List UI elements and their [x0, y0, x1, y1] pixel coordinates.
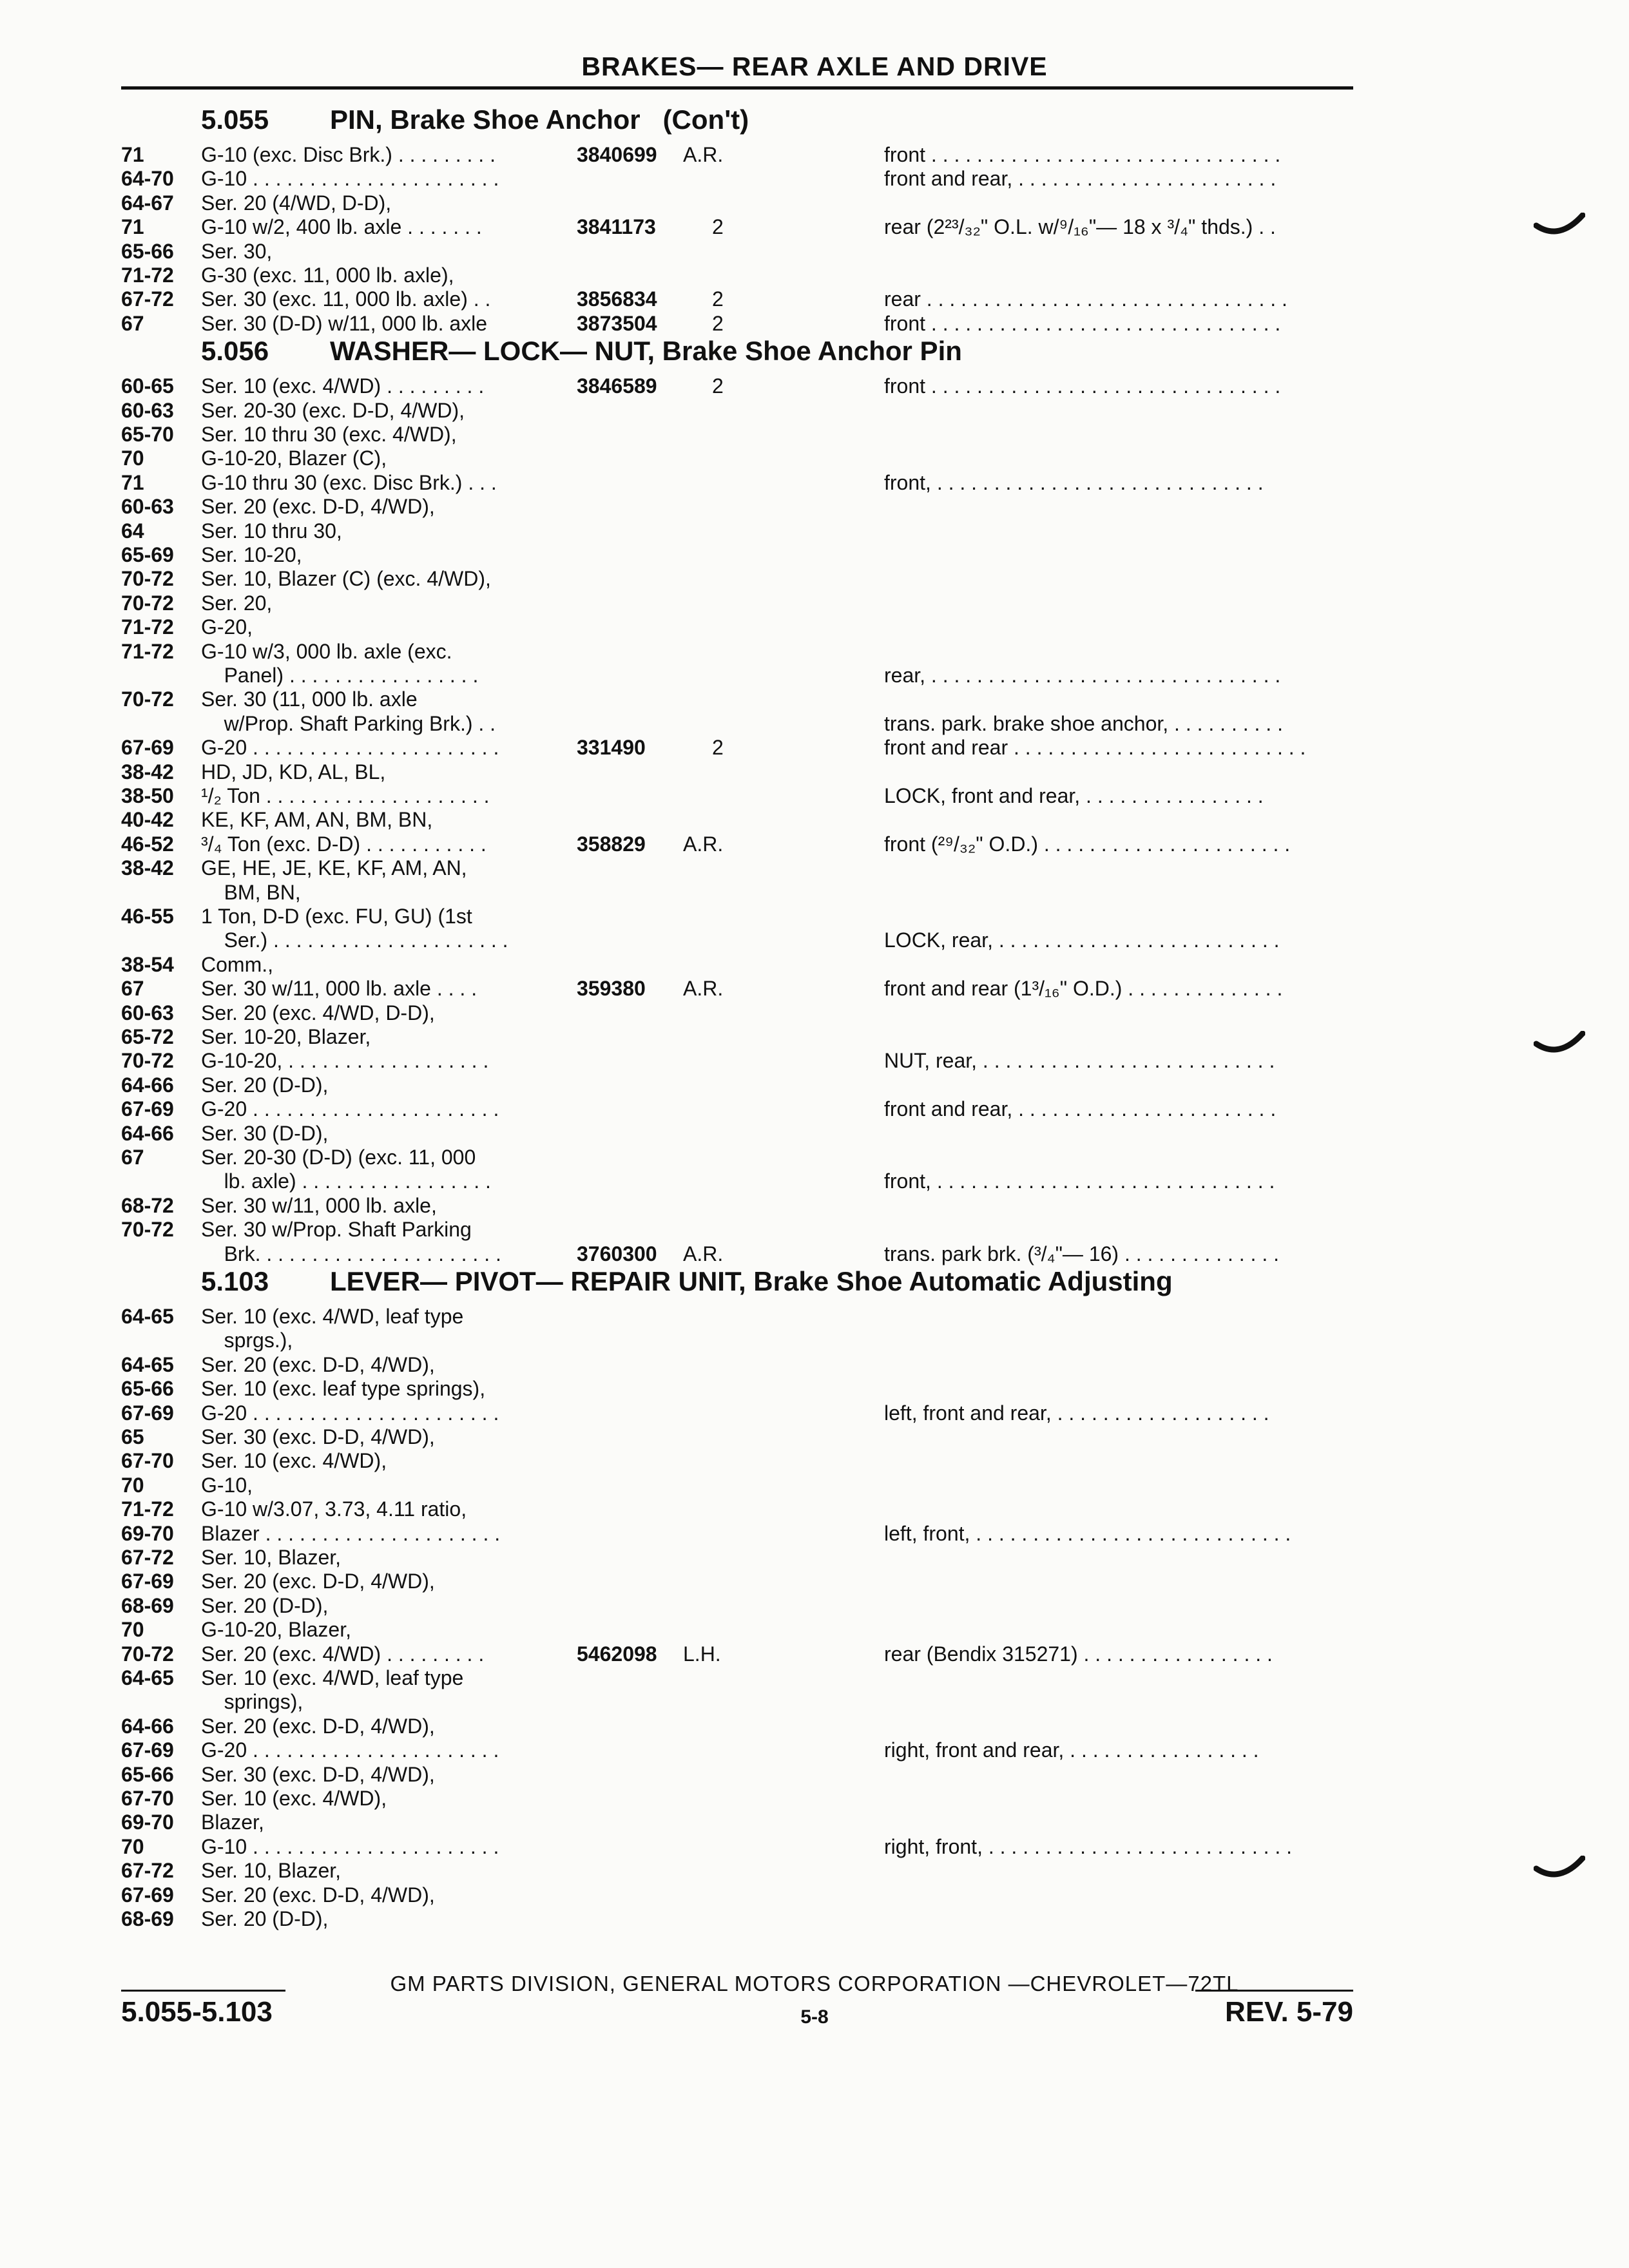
footer-revision: REV. 5-79 [1225, 1996, 1353, 2028]
list-item [0, 1883, 1629, 1907]
list-item [0, 591, 1629, 615]
model-application: Ser. 30, [201, 239, 273, 263]
model-year: 65-66 [121, 1762, 174, 1786]
model-application: Ser. 30 (exc. D-D, 4/WD), [201, 1425, 435, 1448]
part-description: front, . . . . . . . . . . . . . . . . . . . . . . . . . . . . . [884, 470, 1264, 494]
list-item [0, 1474, 1629, 1497]
binder-mark-icon [1534, 1031, 1585, 1063]
model-year: 68-72 [121, 1193, 174, 1217]
model-year: 67-72 [121, 1859, 174, 1883]
model-application: Ser. 10 (exc. 4/WD), [201, 1449, 387, 1473]
list-item [0, 1907, 1629, 1931]
list-item [0, 928, 1629, 952]
model-year: 64-65 [121, 1305, 174, 1328]
list-item [0, 1522, 1629, 1546]
part-description: front (²⁹/₃₂" O.D.) . . . . . . . . . . . . . . . . . . . . . . [884, 832, 1291, 856]
list-item [0, 664, 1629, 687]
list-item [0, 1001, 1629, 1025]
model-application: BM, BN, [201, 880, 301, 904]
model-application: Ser. 20, [201, 591, 273, 615]
list-item [0, 423, 1629, 447]
model-application: Ser. 20 (exc. D-D, 4/WD), [201, 1883, 435, 1907]
footer-section-range: 5.055-5.103 [121, 1996, 273, 2028]
model-application: ¹/₂ Ton . . . . . . . . . . . . . . . . . . . . [201, 784, 490, 807]
list-item [0, 1859, 1629, 1883]
list-item [0, 1146, 1629, 1169]
model-year: 38-50 [121, 784, 174, 807]
model-year: 65-66 [121, 239, 174, 263]
model-year: 67-70 [121, 1449, 174, 1473]
model-application: G-20 . . . . . . . . . . . . . . . . . . . . . . [201, 1097, 499, 1121]
model-year: 67-72 [121, 287, 174, 311]
model-application: Ser. 30 w/11, 000 lb. axle . . . . [201, 977, 477, 1001]
model-application: G-20 . . . . . . . . . . . . . . . . . . . . . . [201, 1401, 499, 1425]
part-number: 5462098 [577, 1642, 657, 1666]
part-number: 3856834 [577, 287, 657, 311]
list-item [0, 1073, 1629, 1097]
part-description: trans. park. brake shoe anchor, . . . . . . . . . . [884, 711, 1283, 735]
model-year: 65-66 [121, 1377, 174, 1401]
list-item [0, 1763, 1629, 1787]
model-application: Ser. 10-20, Blazer, [201, 1025, 371, 1048]
part-description: NUT, rear, . . . . . . . . . . . . . . . . . . . . . . . . . . [884, 1049, 1275, 1073]
list-item [0, 1642, 1629, 1666]
model-application: Panel) . . . . . . . . . . . . . . . . . [201, 664, 479, 687]
model-year: 46-52 [121, 832, 174, 856]
model-application: Ser. 20 (exc. D-D, 4/WD), [201, 1352, 435, 1376]
list-item [0, 905, 1629, 928]
model-year: 64 [121, 519, 144, 543]
list-item [0, 287, 1629, 311]
model-application: Ser. 20 (D-D), [201, 1907, 329, 1930]
model-application: G-20, [201, 615, 253, 639]
quantity: 2 [712, 215, 724, 239]
list-item [0, 687, 1629, 711]
list-item [0, 1835, 1629, 1859]
model-year: 67-69 [121, 736, 174, 760]
model-application: KE, KF, AM, AN, BM, BN, [201, 808, 433, 832]
list-item [0, 519, 1629, 543]
quantity: 2 [712, 311, 724, 335]
model-year: 71 [121, 470, 144, 494]
part-description: front and rear (1³/₁₆" O.D.) . . . . . . . . . . . . . . [884, 977, 1283, 1001]
quantity: 2 [712, 287, 724, 311]
model-year: 70-72 [121, 1642, 174, 1666]
model-year: 67-72 [121, 1546, 174, 1569]
model-application: HD, JD, KD, AL, BL, [201, 760, 386, 783]
model-application: Ser. 10 (exc. 4/WD, leaf type [201, 1305, 464, 1328]
list-item [0, 1497, 1629, 1521]
model-application: G-10-20, Blazer (C), [201, 447, 387, 470]
model-application: Ser. 10-20, [201, 543, 302, 566]
model-year: 71 [121, 143, 144, 166]
model-year: 65 [121, 1425, 144, 1448]
model-year: 67-69 [121, 1570, 174, 1593]
list-item [0, 881, 1629, 905]
model-year: 67-69 [121, 1401, 174, 1425]
model-year: 70-72 [121, 1049, 174, 1073]
model-application: 1 Ton, D-D (exc. FU, GU) (1st [201, 905, 472, 928]
model-year: 69-70 [121, 1521, 174, 1545]
section-title: PIN, Brake Shoe Anchor (Con't) [330, 104, 749, 135]
model-application: Ser. 20 (exc. 4/WD) . . . . . . . . . [201, 1642, 485, 1666]
list-item [0, 167, 1629, 191]
model-application: G-10 . . . . . . . . . . . . . . . . . . . . . . [201, 167, 499, 191]
model-application: Comm., [201, 952, 273, 976]
model-application: Brk. . . . . . . . . . . . . . . . . . . . . . [201, 1242, 501, 1265]
list-item [0, 1377, 1629, 1401]
model-year: 70-72 [121, 1218, 174, 1242]
part-number: 3840699 [577, 143, 657, 166]
list-item [0, 615, 1629, 639]
model-year: 70-72 [121, 687, 174, 711]
model-year: 64-66 [121, 1073, 174, 1097]
model-year: 65-70 [121, 423, 174, 446]
list-item [0, 1049, 1629, 1073]
quantity: L.H. [683, 1642, 721, 1666]
model-year: 60-63 [121, 1001, 174, 1024]
list-item [0, 1194, 1629, 1218]
model-application: Ser. 20 (exc. D-D, 4/WD), [201, 1714, 435, 1738]
model-year: 70-72 [121, 567, 174, 591]
section-title: WASHER— LOCK— NUT, Brake Shoe Anchor Pin [330, 336, 962, 367]
quantity: 2 [712, 736, 724, 760]
part-description: front . . . . . . . . . . . . . . . . . . . . . . . . . . . . . . . [884, 374, 1281, 398]
model-year: 71-72 [121, 639, 174, 663]
list-item [0, 1666, 1629, 1690]
binder-mark-icon [1534, 1856, 1585, 1888]
list-item [0, 543, 1629, 567]
list-item [0, 712, 1629, 736]
list-item [0, 399, 1629, 423]
model-application: Ser. 30 (exc. D-D, 4/WD), [201, 1762, 435, 1786]
model-application: Ser.) . . . . . . . . . . . . . . . . . . . . . [201, 928, 508, 952]
list-item [0, 1811, 1629, 1834]
part-description: LOCK, front and rear, . . . . . . . . . . . . . . . . [884, 784, 1264, 807]
model-application: Ser. 20-30 (D-D) (exc. 11, 000 [201, 1146, 476, 1169]
model-application: Ser. 10 thru 30, [201, 519, 342, 543]
list-item [0, 1329, 1629, 1352]
footer-page-number: 5-8 [800, 2006, 829, 2028]
model-application: G-10 (exc. Disc Brk.) . . . . . . . . . [201, 143, 496, 166]
footer-publisher: GM PARTS DIVISION, GENERAL MOTORS CORPORATION —CHEVROLET—72TL [390, 1972, 1239, 1995]
list-item [0, 1787, 1629, 1811]
part-description: LOCK, rear, . . . . . . . . . . . . . . . . . . . . . . . . . [884, 928, 1280, 952]
model-application: GE, HE, JE, KE, KF, AM, AN, [201, 856, 467, 880]
model-year: 70 [121, 1834, 144, 1858]
model-application: Ser. 20 (exc. 4/WD, D-D), [201, 1001, 435, 1024]
model-application: Ser. 30 w/Prop. Shaft Parking [201, 1218, 472, 1242]
list-item [0, 832, 1629, 856]
model-application: w/Prop. Shaft Parking Brk.) . . [201, 711, 496, 735]
model-year: 65-72 [121, 1025, 174, 1048]
part-number: 3760300 [577, 1242, 657, 1265]
model-application: Ser. 20-30 (exc. D-D, 4/WD), [201, 398, 465, 422]
model-year: 38-42 [121, 856, 174, 880]
model-application: G-10 thru 30 (exc. Disc Brk.) . . . [201, 470, 497, 494]
model-year: 70 [121, 447, 144, 470]
model-year: 64-66 [121, 1714, 174, 1738]
section-title: LEVER— PIVOT— REPAIR UNIT, Brake Shoe Automatic Adjusting [330, 1266, 1173, 1296]
model-year: 64-66 [121, 1121, 174, 1145]
list-item [0, 736, 1629, 760]
part-description: left, front, . . . . . . . . . . . . . . . . . . . . . . . . . . . . [884, 1521, 1291, 1545]
list-item [0, 1449, 1629, 1473]
list-item [0, 1738, 1629, 1762]
list-item [0, 1570, 1629, 1593]
part-number: 359380 [577, 977, 646, 1001]
part-description: rear (2²³/₃₂" O.L. w/⁹/₁₆"— 18 x ³/₄" thds.) . . [884, 215, 1276, 239]
model-year: 64-65 [121, 1352, 174, 1376]
model-year: 68-69 [121, 1907, 174, 1930]
model-application: Ser. 20 (exc. D-D, 4/WD), [201, 1570, 435, 1593]
list-item [0, 808, 1629, 832]
model-year: 40-42 [121, 808, 174, 832]
list-item [0, 264, 1629, 287]
list-item [0, 856, 1629, 880]
list-item [0, 240, 1629, 264]
list-item [0, 374, 1629, 398]
model-application: springs), [201, 1690, 304, 1714]
model-application: Ser. 30 (exc. 11, 000 lb. axle) . . [201, 287, 491, 311]
model-application: Ser. 10 (exc. leaf type springs), [201, 1377, 486, 1401]
model-year: 67-70 [121, 1787, 174, 1810]
model-application: Ser. 20 (exc. D-D, 4/WD), [201, 495, 435, 519]
model-application: Ser. 10 thru 30 (exc. 4/WD), [201, 423, 457, 446]
model-application: G-20 . . . . . . . . . . . . . . . . . . . . . . [201, 736, 499, 760]
list-item [0, 567, 1629, 591]
list-item [0, 640, 1629, 664]
model-year: 64-70 [121, 167, 174, 191]
model-year: 65-69 [121, 543, 174, 566]
model-year: 67-69 [121, 1097, 174, 1121]
model-year: 70 [121, 1473, 144, 1497]
model-application: G-10 w/3.07, 3.73, 4.11 ratio, [201, 1497, 467, 1521]
list-item [0, 312, 1629, 336]
part-description: front and rear . . . . . . . . . . . . . . . . . . . . . . . . . . [884, 736, 1306, 760]
list-item [0, 447, 1629, 470]
model-year: 60-63 [121, 398, 174, 422]
part-number: 331490 [577, 736, 646, 760]
model-year: 71 [121, 215, 144, 239]
part-number: 3873504 [577, 311, 657, 335]
list-item [0, 1218, 1629, 1242]
list-item [0, 1097, 1629, 1121]
list-item [0, 1594, 1629, 1618]
model-application: Ser. 20 (D-D), [201, 1593, 329, 1617]
model-year: 64-65 [121, 1666, 174, 1689]
list-item [0, 1401, 1629, 1425]
quantity: A.R. [683, 977, 724, 1001]
list-item [0, 471, 1629, 495]
model-application: Ser. 30 (11, 000 lb. axle [201, 687, 418, 711]
model-year: 67 [121, 977, 144, 1001]
model-application: Ser. 20 (4/WD, D-D), [201, 191, 392, 215]
model-application: Ser. 30 (D-D), [201, 1121, 329, 1145]
list-item [0, 1305, 1629, 1329]
quantity: A.R. [683, 1242, 724, 1265]
model-application: Ser. 30 w/11, 000 lb. axle, [201, 1193, 437, 1217]
model-year: 70-72 [121, 591, 174, 615]
part-description: front . . . . . . . . . . . . . . . . . . . . . . . . . . . . . . . [884, 311, 1281, 335]
part-description: right, front and rear, . . . . . . . . . . . . . . . . . [884, 1738, 1259, 1762]
list-item [0, 143, 1629, 167]
model-year: 60-63 [121, 495, 174, 519]
model-application: Blazer, [201, 1811, 264, 1834]
model-year: 60-65 [121, 374, 174, 398]
model-application: G-10-20, Blazer, [201, 1618, 351, 1642]
part-number: 3846589 [577, 374, 657, 398]
section-heading [201, 104, 749, 135]
list-item [0, 215, 1629, 239]
model-application: Ser. 10, Blazer, [201, 1859, 342, 1883]
model-application: Ser. 10, Blazer, [201, 1546, 342, 1569]
model-application: G-20 . . . . . . . . . . . . . . . . . . . . . . [201, 1738, 499, 1762]
list-item [0, 1353, 1629, 1377]
quantity: 2 [712, 374, 724, 398]
part-description: rear, . . . . . . . . . . . . . . . . . . . . . . . . . . . . . . . [884, 664, 1281, 687]
section-heading [201, 1266, 1173, 1297]
model-application: Ser. 10, Blazer (C) (exc. 4/WD), [201, 567, 491, 591]
model-application: G-10, [201, 1473, 253, 1497]
list-item [0, 1690, 1629, 1714]
model-year: 71-72 [121, 1497, 174, 1521]
model-application: sprgs.), [201, 1329, 293, 1352]
list-item [0, 953, 1629, 977]
list-item [0, 1618, 1629, 1642]
model-year: 67 [121, 311, 144, 335]
list-item [0, 1242, 1629, 1266]
part-description: trans. park brk. (³/₄"— 16) . . . . . . . . . . . . . . [884, 1242, 1279, 1265]
model-application: Ser. 10 (exc. 4/WD), [201, 1787, 387, 1810]
model-year: 64-67 [121, 191, 174, 215]
part-number: 3841173 [577, 215, 656, 239]
part-description: front and rear, . . . . . . . . . . . . . . . . . . . . . . . [884, 1097, 1277, 1121]
model-application: lb. axle) . . . . . . . . . . . . . . . . . [201, 1169, 491, 1193]
binder-mark-icon [1534, 213, 1585, 245]
list-item [0, 1169, 1629, 1193]
list-item [0, 495, 1629, 519]
part-description: front . . . . . . . . . . . . . . . . . . . . . . . . . . . . . . . [884, 143, 1281, 166]
model-year: 38-42 [121, 760, 174, 783]
model-year: 69-70 [121, 1811, 174, 1834]
part-description: rear (Bendix 315271) . . . . . . . . . . . . . . . . . [884, 1642, 1273, 1666]
list-item [0, 760, 1629, 784]
part-description: front and rear, . . . . . . . . . . . . . . . . . . . . . . . [884, 167, 1277, 191]
list-item [0, 1715, 1629, 1738]
model-application: Ser. 30 (D-D) w/11, 000 lb. axle [201, 311, 488, 335]
section-number: 5.056 [201, 336, 269, 367]
quantity: A.R. [683, 143, 724, 166]
list-item [0, 191, 1629, 215]
model-application: Ser. 20 (D-D), [201, 1073, 329, 1097]
part-description: front, . . . . . . . . . . . . . . . . . . . . . . . . . . . . . . [884, 1169, 1275, 1193]
model-year: 71-72 [121, 264, 174, 287]
model-year: 67-69 [121, 1738, 174, 1762]
model-application: G-10 w/3, 000 lb. axle (exc. [201, 639, 452, 663]
part-number: 358829 [577, 832, 646, 856]
model-application: ³/₄ Ton (exc. D-D) . . . . . . . . . . . [201, 832, 487, 856]
model-application: Ser. 10 (exc. 4/WD, leaf type [201, 1666, 464, 1689]
model-application: Ser. 10 (exc. 4/WD) . . . . . . . . . [201, 374, 485, 398]
model-application: Blazer . . . . . . . . . . . . . . . . . . . . . [201, 1521, 501, 1545]
list-item [0, 1546, 1629, 1570]
model-application: G-10 w/2, 400 lb. axle . . . . . . . [201, 215, 482, 239]
list-item [0, 1122, 1629, 1146]
section-number: 5.055 [201, 104, 269, 135]
section-heading [201, 336, 962, 367]
model-application: G-10 . . . . . . . . . . . . . . . . . . . . . . [201, 1834, 499, 1858]
model-year: 71-72 [121, 615, 174, 639]
model-year: 70 [121, 1618, 144, 1642]
model-year: 38-54 [121, 952, 174, 976]
model-year: 68-69 [121, 1593, 174, 1617]
header-rule [121, 86, 1353, 90]
model-year: 46-55 [121, 905, 174, 928]
model-year: 67 [121, 1146, 144, 1169]
part-description: right, front, . . . . . . . . . . . . . . . . . . . . . . . . . . . [884, 1834, 1293, 1858]
model-application: G-30 (exc. 11, 000 lb. axle), [201, 264, 454, 287]
section-number: 5.103 [201, 1266, 269, 1296]
list-item [0, 977, 1629, 1001]
list-item [0, 1425, 1629, 1449]
model-year: 67-69 [121, 1883, 174, 1907]
page-title: BRAKES— REAR AXLE AND DRIVE [581, 52, 1048, 81]
quantity: A.R. [683, 832, 724, 856]
part-description: left, front and rear, . . . . . . . . . . . . . . . . . . . [884, 1401, 1269, 1425]
list-item [0, 784, 1629, 808]
part-description: rear . . . . . . . . . . . . . . . . . . . . . . . . . . . . . . . . [884, 287, 1287, 311]
list-item [0, 1025, 1629, 1049]
model-application: G-10-20, . . . . . . . . . . . . . . . . . . [201, 1049, 489, 1073]
